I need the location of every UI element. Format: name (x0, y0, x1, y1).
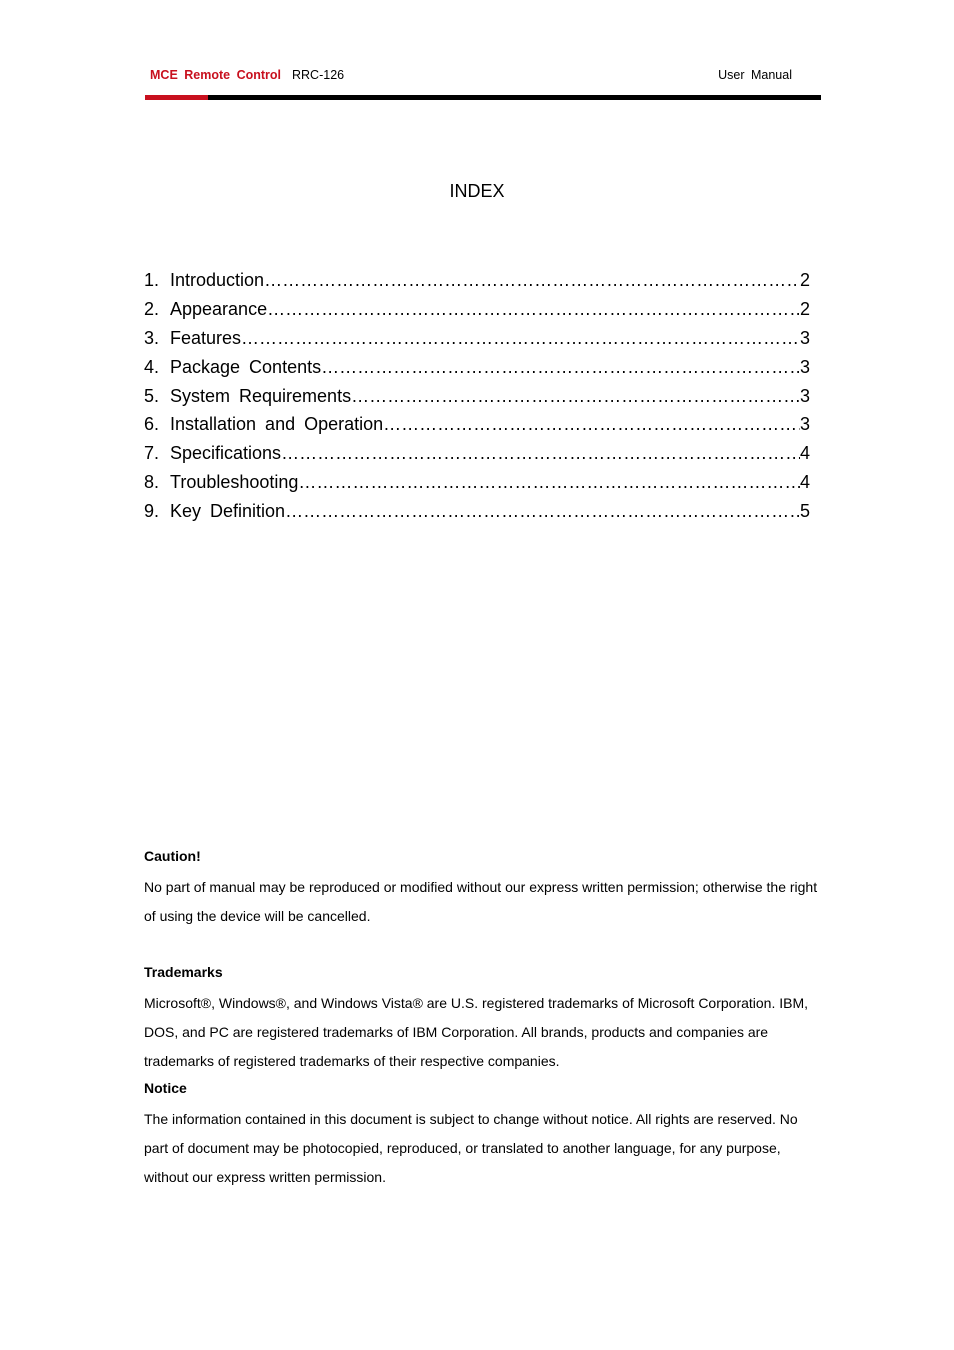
toc-item-specifications (144, 439, 810, 468)
header-document-type: User Manual (718, 68, 792, 82)
toc-item-page: 4 (799, 472, 810, 493)
toc-leader-dots (285, 497, 800, 526)
toc-item-page: 3 (799, 414, 810, 435)
toc-leader-dots (298, 468, 800, 497)
notice-text: The information contained in this document is subject to change without notice. All rights are reserved. No part of document may be photocopied, reproduced, or translated to another language, for any purpose, without our express written permission. (144, 1111, 798, 1185)
toc-leader-dots (241, 324, 800, 353)
toc-leader-dots (321, 353, 800, 382)
toc-item-label: Troubleshooting (170, 472, 299, 493)
header-rule (145, 95, 821, 100)
trademarks-heading: Trademarks (144, 964, 223, 980)
toc-item-installation-and-operation (144, 410, 810, 439)
toc-item-label: Introduction (170, 270, 265, 290)
toc-item-number: 8. (144, 472, 160, 493)
toc-item-label: Specifications (170, 443, 282, 464)
toc-item-number: 9. (144, 501, 160, 522)
caution-text: No part of manual may be reproduced or modified without our express written permission; otherwise the right of using the device will be cancelled. (144, 879, 818, 924)
toc-leader-dots (281, 439, 800, 468)
table-of-contents (144, 266, 810, 526)
header-model: RRC-126 (292, 68, 345, 82)
toc-leader-dots (383, 410, 800, 439)
toc-item-page: 2 (799, 298, 810, 319)
toc-leader-dots (267, 295, 800, 324)
toc-item-page: 5 (799, 501, 810, 522)
index-title: INDEX (449, 181, 505, 201)
toc-item-introduction (144, 266, 810, 295)
toc-item-number: 6. (144, 414, 160, 435)
toc-item-label: System Requirements (170, 385, 352, 406)
toc-item-key-definition (144, 497, 810, 526)
toc-item-page: 3 (799, 327, 810, 348)
toc-item-package-contents (144, 353, 810, 382)
toc-item-page: 3 (799, 356, 810, 377)
toc-item-number: 4. (144, 356, 160, 377)
notice-heading: Notice (144, 1080, 187, 1096)
toc-item-troubleshooting (144, 468, 810, 497)
toc-item-label: Features (170, 327, 242, 348)
section-spacer (144, 931, 824, 960)
toc-item-features (144, 324, 810, 353)
caution-heading: Caution! (144, 848, 201, 864)
toc-item-label: Installation and Operation (170, 414, 384, 435)
toc-item-number: 1. (144, 270, 160, 290)
toc-item-system-requirements (144, 382, 810, 411)
toc-item-label: Appearance (170, 298, 268, 319)
toc-item-label: Package Contents (170, 356, 322, 377)
toc-item-number: 5. (144, 385, 160, 406)
toc-item-page: 4 (799, 443, 810, 464)
page-header (145, 66, 821, 86)
toc-item-page: 2 (799, 270, 810, 290)
trademarks-text: Microsoft®, Windows®, and Windows Vista® are U.S. registered trademarks of Microsoft Corporation. IBM, DOS, and PC are registered trademarks of IBM Corporation. All brands, products and companies are trademarks of registered trademarks of their respective companies. (144, 995, 809, 1069)
header-rule-accent (145, 95, 208, 100)
header-brand: MCE Remote Control (150, 68, 281, 82)
toc-item-number: 2. (144, 298, 160, 319)
toc-item-number: 7. (144, 443, 160, 464)
legal-notes (144, 844, 824, 1192)
toc-item-number: 3. (144, 327, 160, 348)
toc-item-page: 3 (799, 385, 810, 406)
toc-leader-dots (264, 266, 800, 295)
toc-item-label: Key Definition (170, 501, 286, 522)
toc-item-appearance (144, 295, 810, 324)
toc-leader-dots (351, 382, 800, 411)
